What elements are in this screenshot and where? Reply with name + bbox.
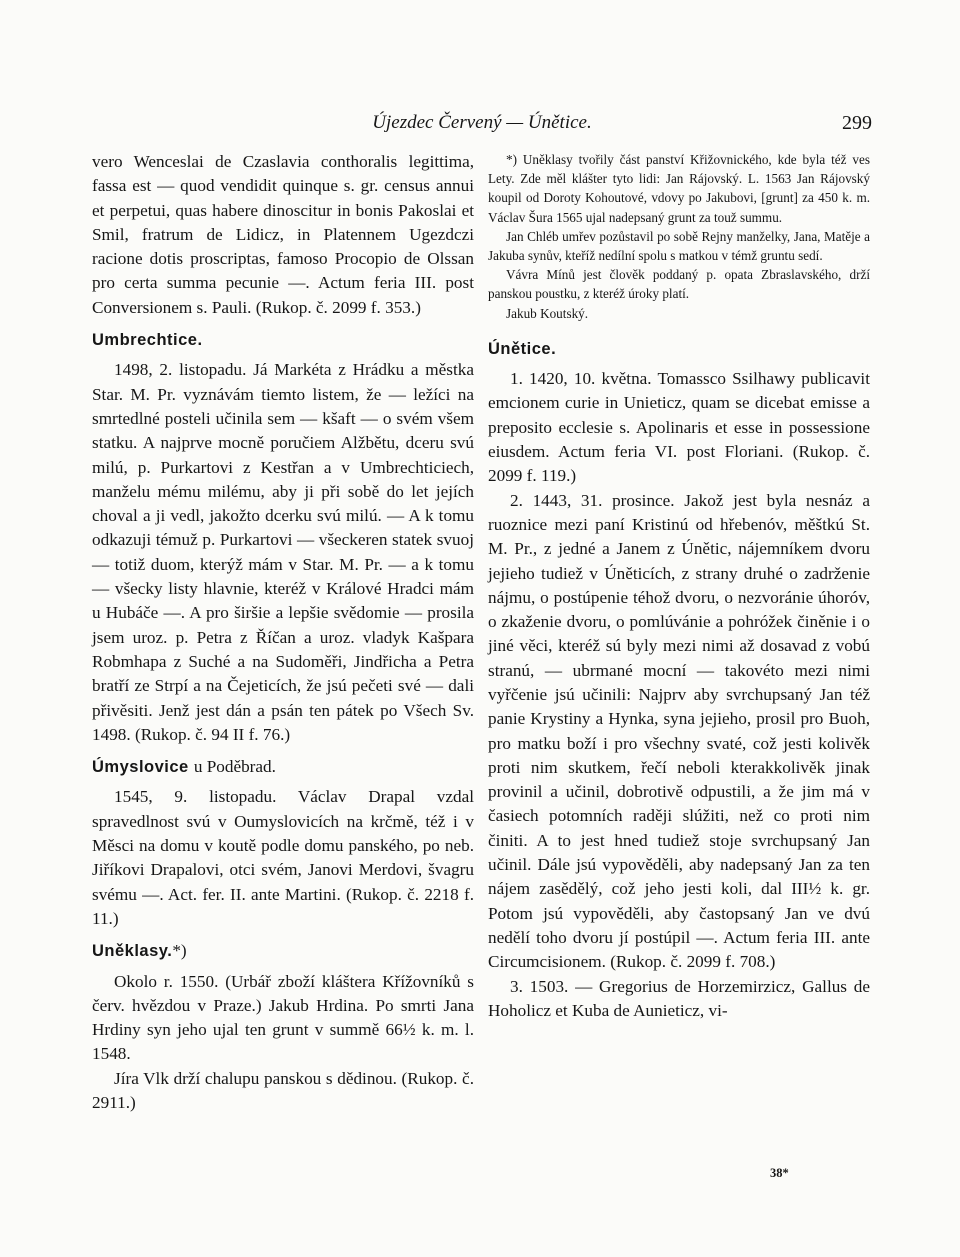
paragraph: Jíra Vlk drží chalupu panskou s dědinou. (Rukop. č. 2911.) [92,1068,474,1112]
page-header [92,112,872,142]
right-column [488,150,870,1023]
paragraph: 1545, 9. listopadu. Václav Drapal vzdal spravedlnost svú v Oumyslovicích na krčmě, též i v Měsci na domu v koutě podle domu panského, po neb. Jiříkovi Drapalovi, otci svém, Janovi Merdovi, švagru svému —. Act. fer. II. ante Martini. (Rukop. č. 2218 f. 11.) [92,787,474,928]
paragraph: 1498, 2. listopadu. Já Markéta z Hrádku a městka Star. M. Pr. vyznávám tiemto listem, že — ležíci na smrtedlné posteli učinila sem — kšaft — o svém všem statku. A najprve mocně poručiem Alžbětu, dceru svú milú, p. Purkartovi z Kestřan a v Umbrechticiech, manželu mému milému, aby ji při sobě do let jejích choval a ji vedl, jakožto dcerku svú milú. — A k tomu odkazuji témuž p. Purkartovi — všeckeren statek svuoj — totiž duom, kterýž mám v Star. M. Pr. — a k tomu — všecky listy hlavnie, kteréž v Králové Hradci mám u Hubáče —. A pro širšie a lepšie svědomie — prosila jsem uroz. p. Petra z Říčan a uroz. vladyk Kašpara Robmhapa z Suché a na Sudoměři, Jindřicha a Petra bratří ze Strpí a na Čejeticích, že jsú pečeti své — dali přivěsiti. Jenž jest dán a psán ten pátek po Všech Sv. 1498. (Rukop. č. 94 II f. 76.) [92,360,474,744]
running-title: Újezdec Červený — Únětice. [372,112,592,133]
footnote-paragraph: Jan Chléb umřev pozůstavil po sobě Rejny manželky, Jana, Matěje a Jakuba synův, kteříž nedílní spolu s matkou v témž gruntu sedí. [488,228,870,264]
sheet-signature: 38* [770,1166,789,1180]
footnote [488,150,870,323]
paragraph: 3. 1503. — Gregorius de Horzemirzicz, Gallus de Hoholicz et Kuba de Aunieticz, vi- [488,976,870,1020]
section-heading-uneklasy [92,939,474,963]
footnote-paragraph: Jakub Koutský. [506,305,589,321]
page-number: 299 [842,112,872,134]
footnote-paragraph: *) Uněklasy tvořily část panství Křižovnického, kde byla též ves Lety. Zde měl klášter tyto lidi: Jan Rájovský. L. 1563 Jan Rájovský koupil od Doroty Kohoutové, vdovy po Jakubovi, [grunt] za 450 k. m. Václav Šura 1565 ujal nadepsaný grunt za touž summu. [488,152,870,225]
section-heading-umyslovice [92,755,474,779]
section-heading-unetice: Únětice. [488,339,557,358]
heading-text: Úmyslovice [92,758,189,777]
heading-text: Uněklasy. [92,942,173,961]
footnote-paragraph: Vávra Mínů jest člověk poddaný p. opata Zbraslavského, drží panskou poustku, z kteréž úroky platí. [488,267,870,302]
section-heading-umbrechtice: Umbrechtice. [92,331,203,350]
heading-subtext: u Poděbrad. [193,757,276,777]
paragraph: 2. 1443, 31. prosince. Jakož jest byla nesnáz a ruoznice mezi paní Kristinú od hřebenóv, měštkú St. M. Pr., z jedné a Janem z Únětic, nájemníkem dvoru jejieho tudiež v Úněticích, z strany druhé o zadrženie nájmu, o postúpenie téhož dvoru, o nezvoránie úhoróv, o zkaženie dvoru, o pomlúvánie a pohróžek činěnie i o jiné věci, kteréž sú byly mezi nimi až dosavad z vobú stranú, — ubrmané mocní — takovéto mezi nimi vyřčenie jsú učinili: Najprv aby svrchupsaný Jan též panie Krystiny a Hynka, syna jejieho, prosil pro Buoh, pro matku boží i pro všechny svaté, což jesti kolivěk proti nim skutkem, řečí neboli kterakkolivěk jinak provinil a učinil, dobrotivě odpustili, a že jim má v časiech potomních raději slúžiti, než co proti nim činiti. A to jest hned tudiež stoje svrchupsaný Jan učinil. Dále jsú vypověděli, aby nadepsaný Jan za ten nájem zasědělý, což jeho jesti koli, dal III½ k. gr. Potom jsú vypověděli, aby častopsaný Jan ve dvú nedělí toho dvoru jí postúpil —. Actum feria III. ante Circumcisionem. (Rukop. č. 2099 f. 708.) [488,490,870,972]
paragraph: 1. 1420, 10. května. Tomassco Ssilhawy publicavit emcionem curie in Unieticz, quam se dicebat emisse a preposito ecclesie s. Apolinaris et esse in possessione eiusdem. Actum feria VI. post Floriani. (Rukop. č. 2099 f. 119.) [488,369,870,486]
paragraph: vero Wenceslai de Czaslavia conthoralis legittima, fassa est — quod vendidit quinque s. gr. census annui et perpetui, quas habere dinoscitur in bonis Pakoslai et Smil, fratrum de Lidicz, in Platennem Ugezdczi racione dotis proscriptas, famoso Procopio de Olssan pro certa summa pecunie —. Actum feria III. post Conversionem s. Pauli. (Rukop. č. 2099 f. 353.) [92,152,474,317]
left-column [92,150,474,1115]
paragraph: Okolo r. 1550. (Urbář zboží kláštera Křížovníků s červ. hvězdou v Praze.) Jakub Hrdina. Po smrti Jana Hrdiny syn jeho ujal ten grunt v summě 66½ k. m. l. 1548. [92,971,474,1064]
footnote-marker: *) [172,941,187,961]
